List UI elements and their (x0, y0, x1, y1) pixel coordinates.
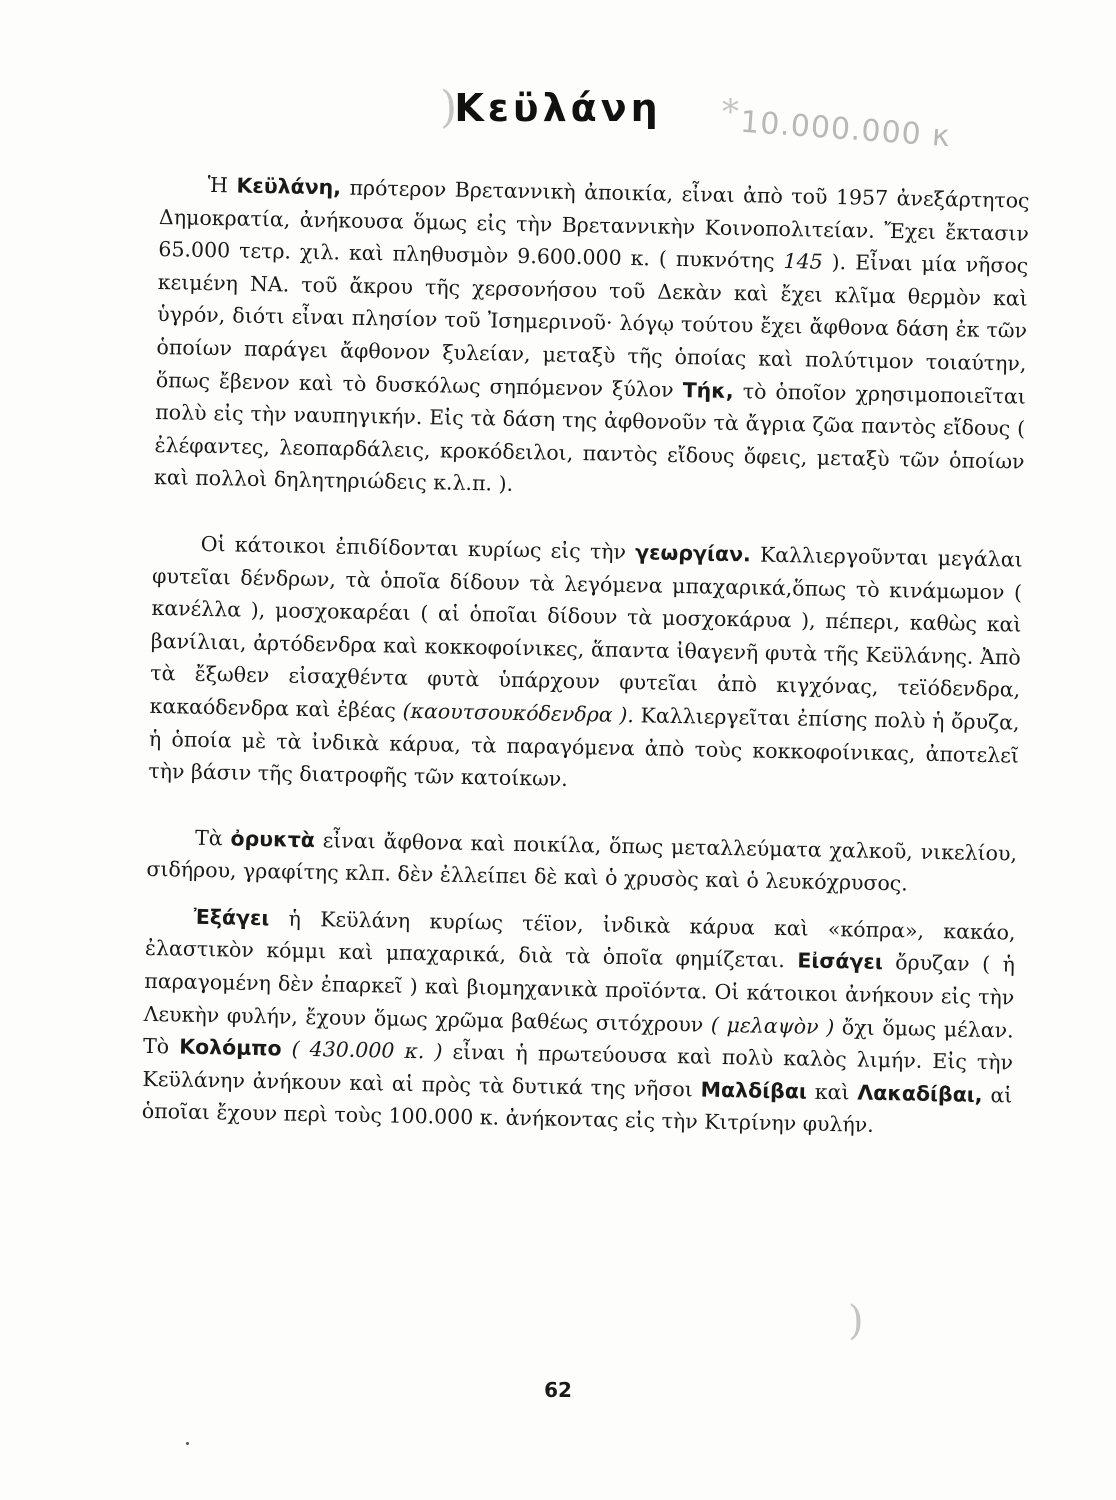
pencil-bracket-mark: ) (440, 82, 458, 133)
keyword-minerals: ὀρυκτὰ (230, 826, 316, 852)
pencil-population-note: 10.000.000 κ (739, 104, 952, 155)
keyword-imports: Εἰσάγει (797, 948, 884, 975)
density-value: 145 (783, 249, 823, 274)
paragraph-agriculture: Οἱ κάτοικοι ἐπιδίδονται κυρίως εἰς τὴν γεωργίαν. Καλλιεργοῦνται μεγάλαι φυτεῖαι δένδρων, τὰ ὁποῖα δίδουν τὰ λεγόμενα μπαχαρικά,ὅπως τὸ κινάμωμον ( κανέλλα ), μοσχοκαρέαι ( αἱ ὁποῖαι δίδουν τὰ μοσχοκάρυα ), πέπερι, καθὼς καὶ βανίλιαι, ἀρτόδενδρα καὶ κοκκοφοίνικες, ἅπαντα ἰθαγενῆ φυτὰ τῆς Κεϋλάνης. Ἀπὸ τὰ ἔξωθεν εἰσαχθέντα φυτὰ ὑπάρχουν φυτεῖαι ἀπὸ κιγχόνας, τεϊόδενδρα, κακαόδενδρα καὶ ἐβέας (καουτσουκόδενδρα ). Καλλιεργεῖται ἐπίσης πολὺ ἡ ὄρυζα, ἡ ὁποία μὲ τὰ ἰνδικὰ κάρυα, τὰ παραγόμενα ἀπὸ τοὺς κοκκοφοίνικας, ἀποτελεῖ τὴν βάσιν τῆς διατροφῆς τῶν κατοίκων. (148, 531, 1023, 792)
pencil-margin-mark: ) (848, 1298, 864, 1344)
paragraph-trade: Ἐξάγει ἡ Κεϋλάνη κυρίως τέϊον, ἰνδικὰ κάρυα καὶ «κόπρα», κακάο, ἐλαστικὸν κόμμι καὶ μπαχαρικά, διὰ τὰ ὁποῖα φημίζεται. Εἰσάγει ὄρυζαν ( ἡ παραγομένη δὲν ἐπαρκεῖ ) καὶ βιομηχανικὰ προϊόντα. Οἱ κάτοικοι ἀνήκουν εἰς τὴν Λευκὴν φυλήν, ἔχουν ὅμως χρῶμα βαθέως σιτόχρουν ( μελαψὸν ) ὄχι ὅμως μέλαν. Τὸ Κολόμπο ( 430.000 κ. ) εἶναι ἡ πρωτεύουσα καὶ πολὺ καλὸς λιμήν. Εἰς τὴν Κεϋλάνην ἀνήκουν καὶ αἱ πρὸς τὰ δυτικά της νῆσοι Μαλδίβαι καὶ Λακαδίβαι, αἱ ὁποῖαι ἔχουν περὶ τοὺς 100.000 κ. ἀνήκοντας εἰς τὴν Κιτρίνην φυλήν. (141, 904, 1016, 1138)
keyword-colombo: Κολόμπο (178, 1034, 282, 1061)
page-title: Κεϋλάνη (454, 86, 662, 130)
ink-speck (186, 1442, 189, 1445)
paragraph-overview: Ἡ Κεϋλάνη, πρότερον Βρεταννικὴ ἀποικία, εἶναι ἀπὸ τοῦ 1957 ἀνεξάρτητος Δημοκρατία, ἀνήκουσα ὅμως εἰς τὴν Βρεταννικὴν Κοινοπολιτείαν. Ἔχει ἔκτασιν 65.000 τετρ. χιλ. καὶ πληθυσμὸν 9.600.000 κ. ( πυκνότης 145 ). Εἶναι μία νῆσος κειμένη ΝΑ. τοῦ ἄκρου τῆς χερσονήσου τοῦ Δεκὰν καὶ ἔχει κλῖμα θερμὸν καὶ ὑγρόν, διότι εἶναι πλησίον τοῦ Ἰσημερινοῦ· λόγῳ τούτου ἔχει ἄφθονα δάση ἐκ τῶν ὁποίων παράγει ἄφθονον ξυλείαν, μεταξὺ τῆς ὁποίας καὶ πολύτιμον τοιαύτην, ὅπως ἔβενον καὶ τὸ δυσκόλως σηπόμενον ξύλον Τήκ, τὸ ὁποῖον χρησιμοποιεῖται πολὺ εἰς τὴν ναυπηγικήν. Εἰς τὰ δάση της ἀφθονοῦν τὰ ἄγρια ζῶα παντὸς εἴδους ( ἐλέφαντες, λεοπαρδάλεις, κροκόδειλοι, παντὸς εἴδους ὄφεις, μεταξὺ τῶν ὁποίων καὶ πολλοὶ δηλητηριώδεις κ.λ.π. ). (153, 172, 1030, 497)
paragraph-minerals: Τὰ ὀρυκτὰ εἶναι ἄφθονα καὶ ποικίλα, ὅπως μεταλλεύματα χαλκοῦ, νικελίου, σιδήρου, γραφίτης κλπ. δὲν ἐλλείπει δὲ καὶ ὁ χρυσὸς καὶ ὁ λευκόχρυσος. (146, 825, 1018, 896)
complexion-term: ( μελαψὸν ) (710, 1012, 835, 1039)
keyword-laccadives: Λακαδίβαι, (857, 1080, 983, 1107)
keyword-exports: Ἐξάγει (193, 904, 270, 931)
keyword-teak: Τήκ, (682, 377, 734, 403)
keyword-maldives: Μαλδίβαι (700, 1077, 808, 1104)
keyword-agriculture: γεωργίαν. (634, 540, 752, 567)
page-number: 62 (544, 1378, 572, 1402)
rubber-trees-term: (καουτσουκόδενδρα ). (402, 698, 635, 728)
body-text (142, 168, 1030, 1145)
pencil-asterisk-mark: * (722, 92, 739, 132)
keyword-ceylon: Κεϋλάνη, (236, 173, 342, 200)
colombo-population: ( 430.000 κ. ) (291, 1036, 443, 1064)
